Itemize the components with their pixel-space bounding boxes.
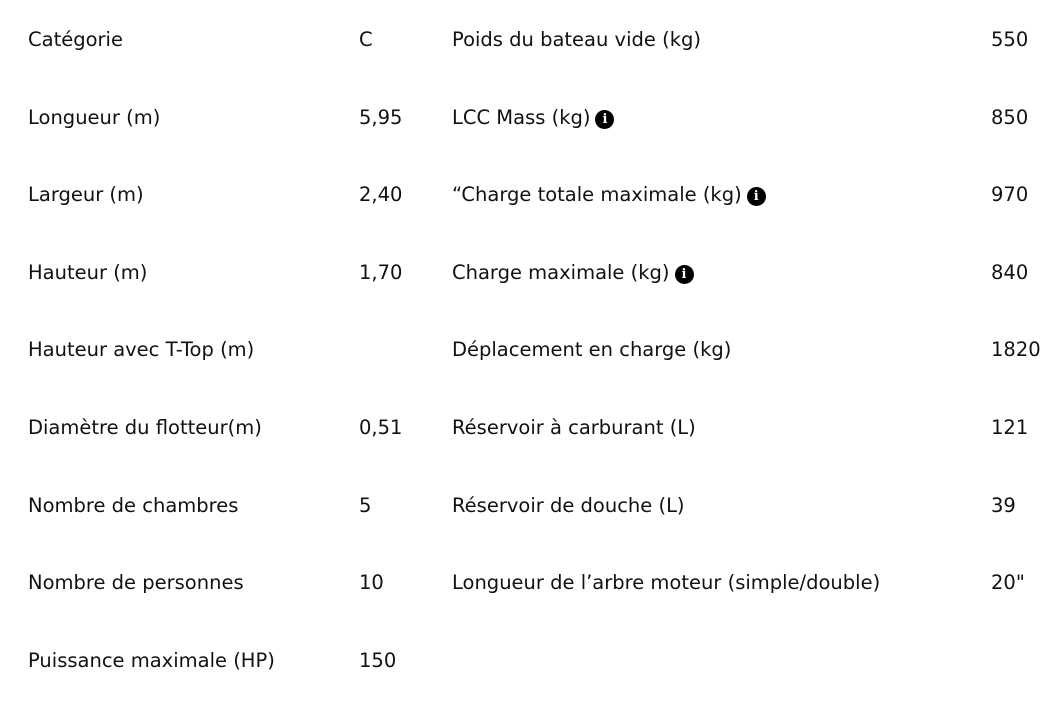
spec-value: 550 bbox=[991, 28, 1029, 51]
spec-label-text: Réservoir de douche (L) bbox=[452, 494, 685, 517]
spec-label: Diamètre du flotteur(m) bbox=[28, 416, 262, 439]
spec-row-largeur bbox=[0, 175, 1060, 215]
spec-label: Nombre de personnes bbox=[28, 571, 244, 594]
spec-value: 10 bbox=[359, 571, 384, 594]
spec-label: Hauteur (m) bbox=[28, 261, 148, 284]
spec-value: C bbox=[359, 28, 373, 51]
spec-value: 850 bbox=[991, 106, 1029, 129]
spec-value: 39 bbox=[991, 494, 1016, 517]
spec-value: 840 bbox=[991, 261, 1029, 284]
spec-label bbox=[452, 330, 731, 370]
spec-label bbox=[452, 98, 614, 138]
spec-row-personnes bbox=[0, 563, 1060, 603]
spec-label-text: Charge maximale (kg) bbox=[452, 261, 670, 284]
spec-value: 5 bbox=[359, 494, 372, 517]
spec-row-puissance bbox=[0, 641, 1060, 681]
spec-label: Longueur (m) bbox=[28, 106, 161, 129]
spec-label: Largeur (m) bbox=[28, 183, 144, 206]
spec-label: Nombre de chambres bbox=[28, 494, 239, 517]
spec-label bbox=[452, 563, 880, 603]
spec-value: 1,70 bbox=[359, 261, 403, 284]
spec-row-categorie bbox=[0, 20, 1060, 60]
spec-row-chambres bbox=[0, 486, 1060, 526]
spec-label-text: LCC Mass (kg) bbox=[452, 106, 591, 129]
spec-label-text: Longueur de l’arbre moteur (simple/double) bbox=[452, 571, 881, 594]
spec-value: 0,51 bbox=[359, 416, 403, 439]
spec-row-longueur bbox=[0, 98, 1060, 138]
spec-label-text: Réservoir à carburant (L) bbox=[452, 416, 696, 439]
spec-label: Hauteur avec T-Top (m) bbox=[28, 338, 255, 361]
info-icon[interactable]: i bbox=[747, 187, 766, 206]
spec-row-hauteur-ttop bbox=[0, 330, 1060, 370]
info-icon[interactable]: i bbox=[675, 265, 694, 284]
spec-label bbox=[452, 486, 685, 526]
spec-label: Catégorie bbox=[28, 28, 123, 51]
spec-label bbox=[452, 253, 694, 293]
spec-label: Puissance maximale (HP) bbox=[28, 649, 275, 672]
spec-value: 2,40 bbox=[359, 183, 403, 206]
spec-value: 150 bbox=[359, 649, 397, 672]
spec-value: 20" bbox=[991, 571, 1025, 594]
spec-value: 1820 bbox=[991, 338, 1041, 361]
spec-row-hauteur bbox=[0, 253, 1060, 293]
spec-label-text: Poids du bateau vide (kg) bbox=[452, 28, 701, 51]
spec-value: 5,95 bbox=[359, 106, 403, 129]
spec-label bbox=[452, 408, 696, 448]
spec-label bbox=[452, 175, 766, 215]
spec-value: 121 bbox=[991, 416, 1029, 439]
spec-value: 970 bbox=[991, 183, 1029, 206]
info-icon[interactable]: i bbox=[595, 110, 614, 129]
spec-label-text: Déplacement en charge (kg) bbox=[452, 338, 732, 361]
spec-row-diametre bbox=[0, 408, 1060, 448]
spec-label-text: “Charge totale maximale (kg) bbox=[452, 183, 742, 206]
spec-label bbox=[452, 20, 701, 60]
